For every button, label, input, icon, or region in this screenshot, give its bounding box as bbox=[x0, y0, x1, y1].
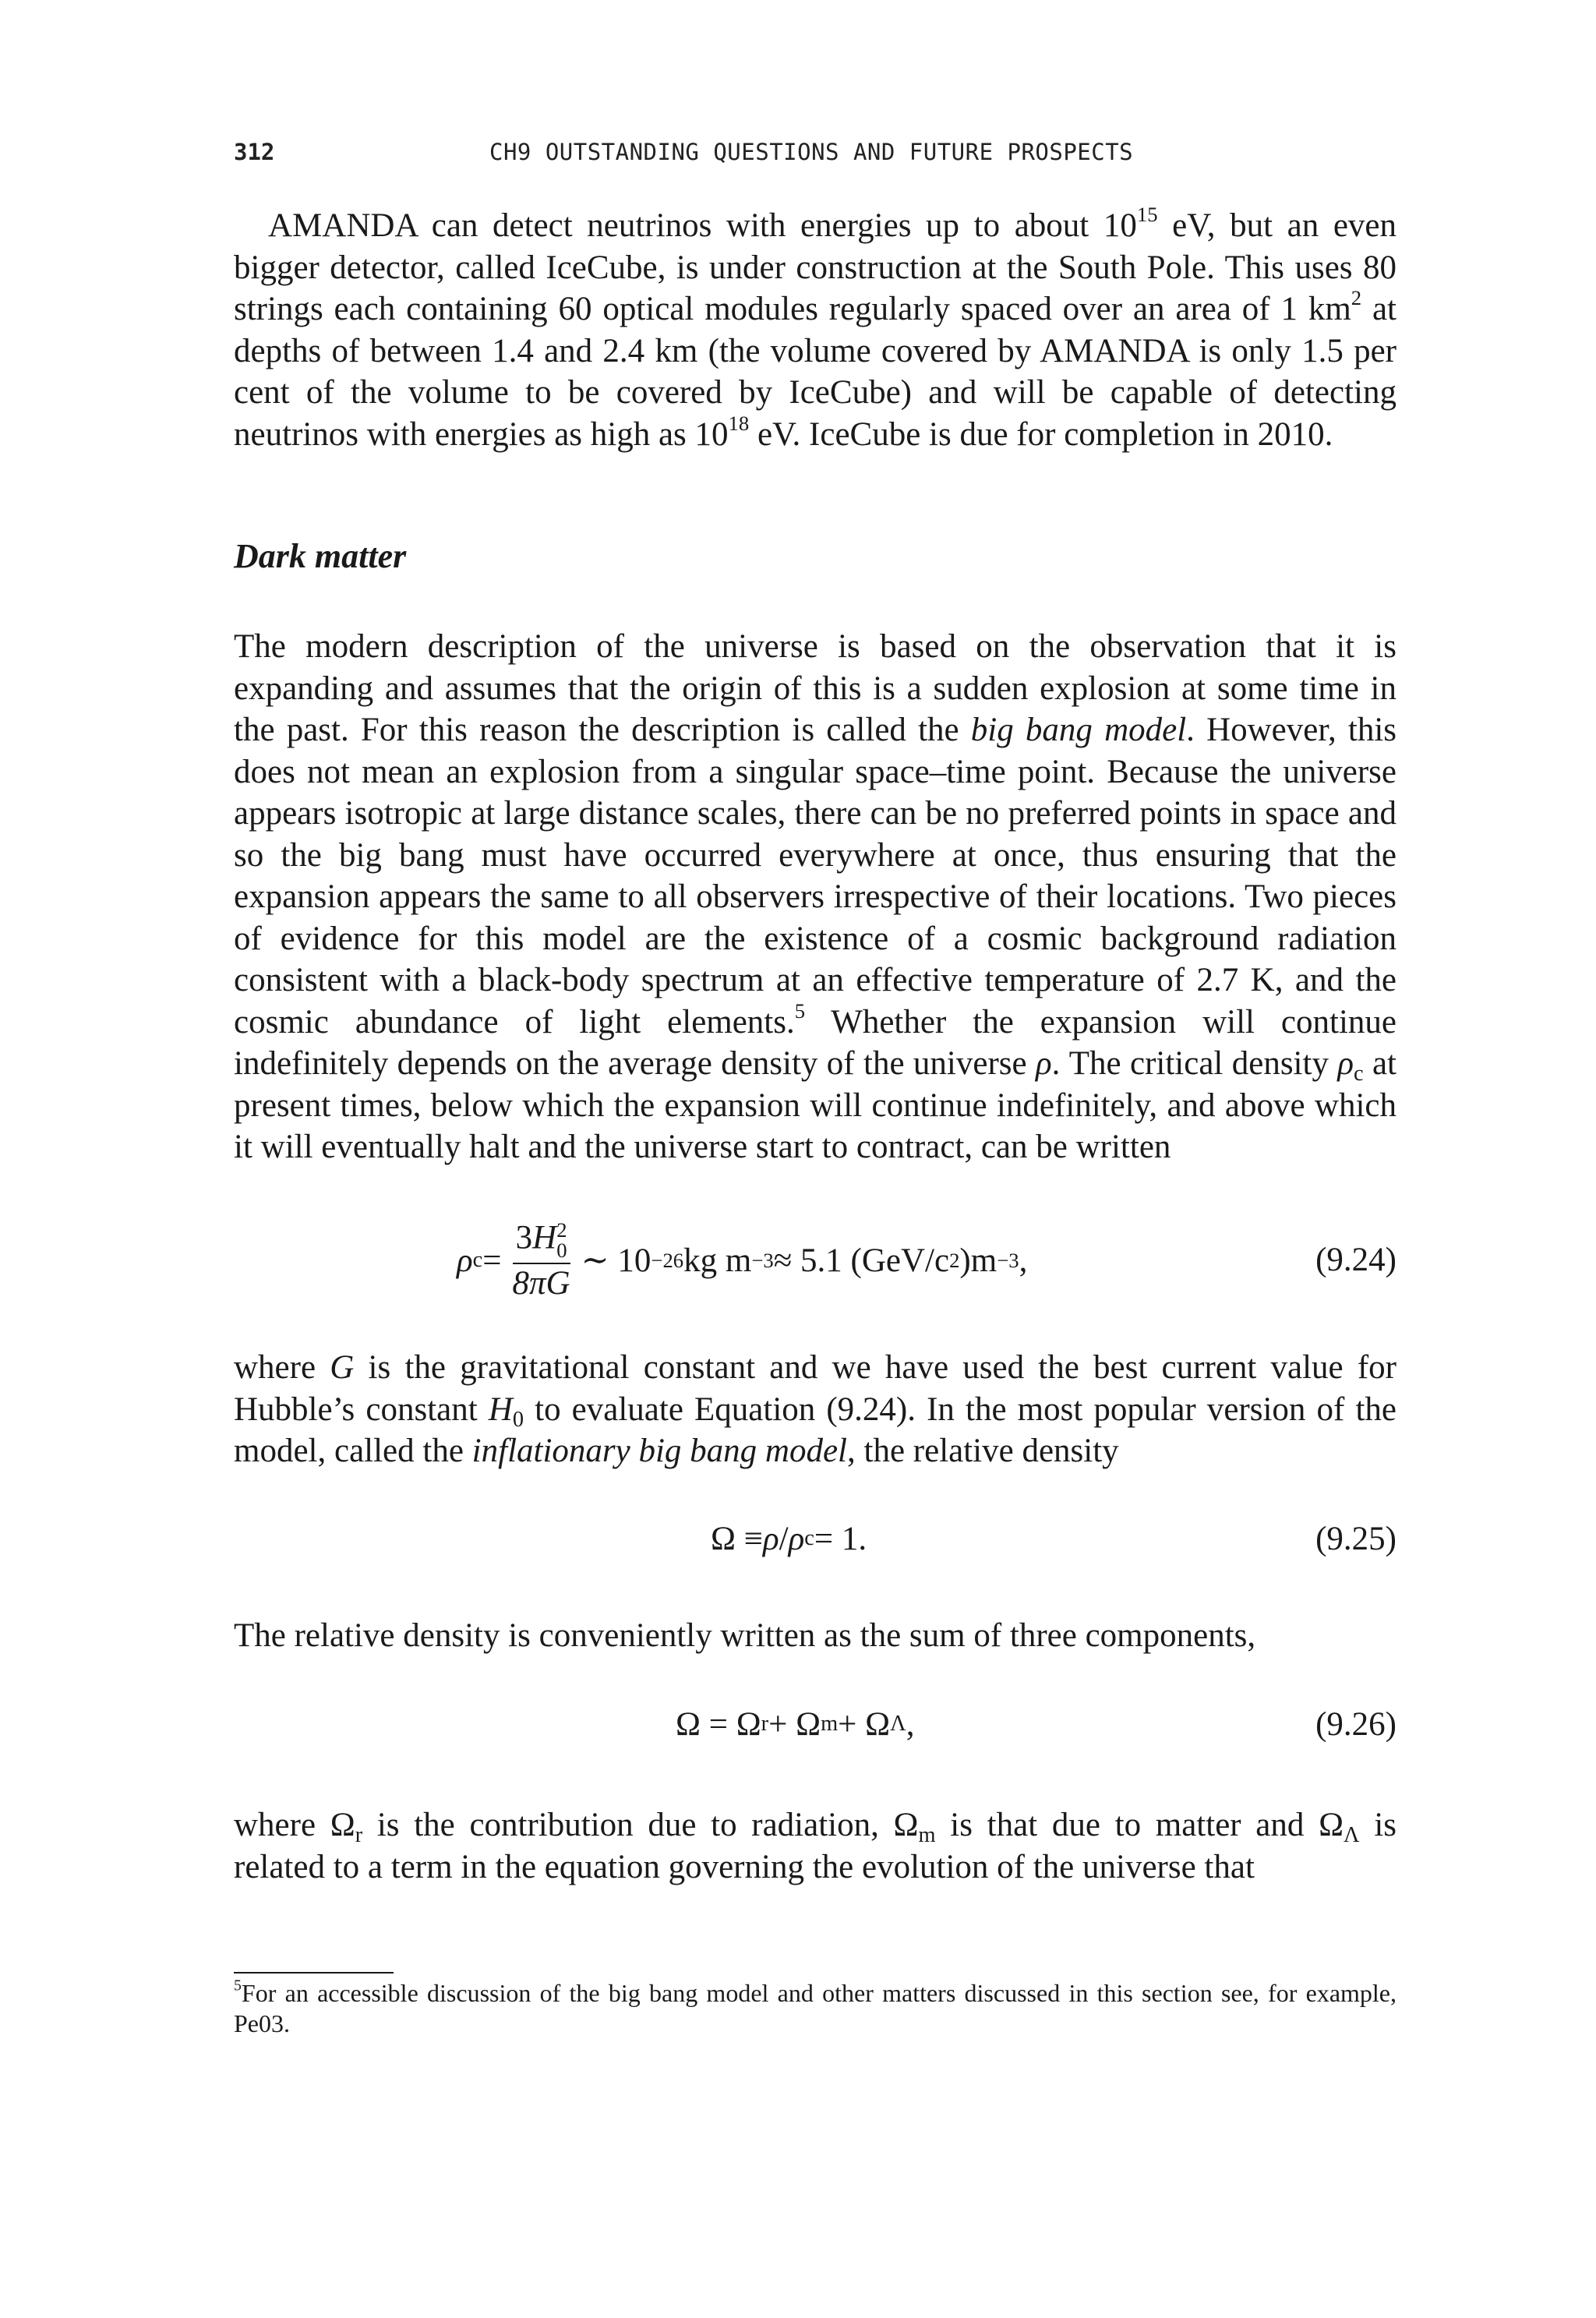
equation-number: (9.25) bbox=[1315, 1521, 1396, 1557]
section-heading: Dark matter bbox=[234, 537, 407, 575]
running-header bbox=[234, 139, 1396, 173]
equation-9-25: Ω ≡ ρ / ρ c = 1. (9.25) bbox=[711, 1520, 1396, 1557]
chapter-title: CH9 OUTSTANDING QUESTIONS AND FUTURE PROSPECTS bbox=[489, 139, 1134, 165]
footnote: $^5$For an accessible discussion of the big bang model and other matters discussed in this section see, for example, Pe03. bbox=[234, 1977, 1396, 2037]
critical-density-fraction: 3H 2 0 8πG bbox=[512, 1217, 570, 1302]
page-number: 312 bbox=[234, 139, 275, 165]
equation-number: (9.24) bbox=[1315, 1242, 1396, 1278]
paragraph-big-bang: The modern description of the universe is based on the observation that it is expanding and assumes that the origin of this is a sudden explosion at some time in the past. For this reason the description is called the big bang model. However, this does not mean an explosion from a singular space–time point. Because the universe appears isotropic at large distance scales, there can be no preferred points in space and so the big bang must have occurred everywhere at once, thus ensuring that the expansion appears the same to all observers irrespective of their locations. Two pieces of evidence for this model are the existence of a cosmic background radiation consistent with a black-body spectrum at an effective temperature of 2.7 K, and the cosmic abundance of light elements.$^5$ Whether the expansion will continue indefinitely depends on the average density of the universe ρ. The critical density $\rho_c$ at present times, below which the expansion will continue indefinitely, and above which it will eventually halt and the universe start to contract, can be written bbox=[234, 628, 1396, 1165]
paragraph-relative-density: The relative density is conveniently written as the sum of three components, bbox=[234, 1617, 1256, 1654]
paragraph-icecube: AMANDA can detect neutrinos with energies up to about $10^{15}$ eV, but an even bigger detector, called IceCube, is under construction at the South Pole. This uses 80 strings each containing 60 optical modules regularly spaced over an area of 1 $km^2$ at depths of between 1.4 and 2.4 km (the volume covered by AMANDA is only 1.5 per cent of the volume to be covered by IceCube) and will be capable of detecting neutrinos with energies as high as $10^{18}$ eV. IceCube is due for completion in 2010. bbox=[234, 202, 1396, 453]
equation-number: (9.26) bbox=[1315, 1706, 1396, 1743]
equation-9-26: Ω = Ω r + Ω m + Ω Λ , (9.26) bbox=[676, 1705, 1396, 1743]
paragraph-hubble: where G is the gravitational constant and we have used the best current value for Hubble’s constant $H_0$ to evaluate Equation (9.24). In the most popular version of the model, called the inflationary big bang model, the relative density bbox=[234, 1349, 1396, 1469]
footnote-divider bbox=[234, 1972, 394, 1973]
footnote-reference: 5 bbox=[794, 998, 806, 1023]
equation-9-24: ρ c = 3H 2 0 8πG ∼ 10 −26 kg m −3 ≈ 5.1 (GeV/c 2 )m −3 , (9.24) bbox=[457, 1217, 1396, 1302]
footnote-mark: 5 bbox=[234, 1977, 242, 1995]
paragraph-components: where $\Omega_r$ is the contribution due to radiation, $\Omega_m$ is that due to matter and $\Omega_\Lambda$ is related to a term in the equation governing the evolution of the universe that bbox=[234, 1807, 1397, 1885]
